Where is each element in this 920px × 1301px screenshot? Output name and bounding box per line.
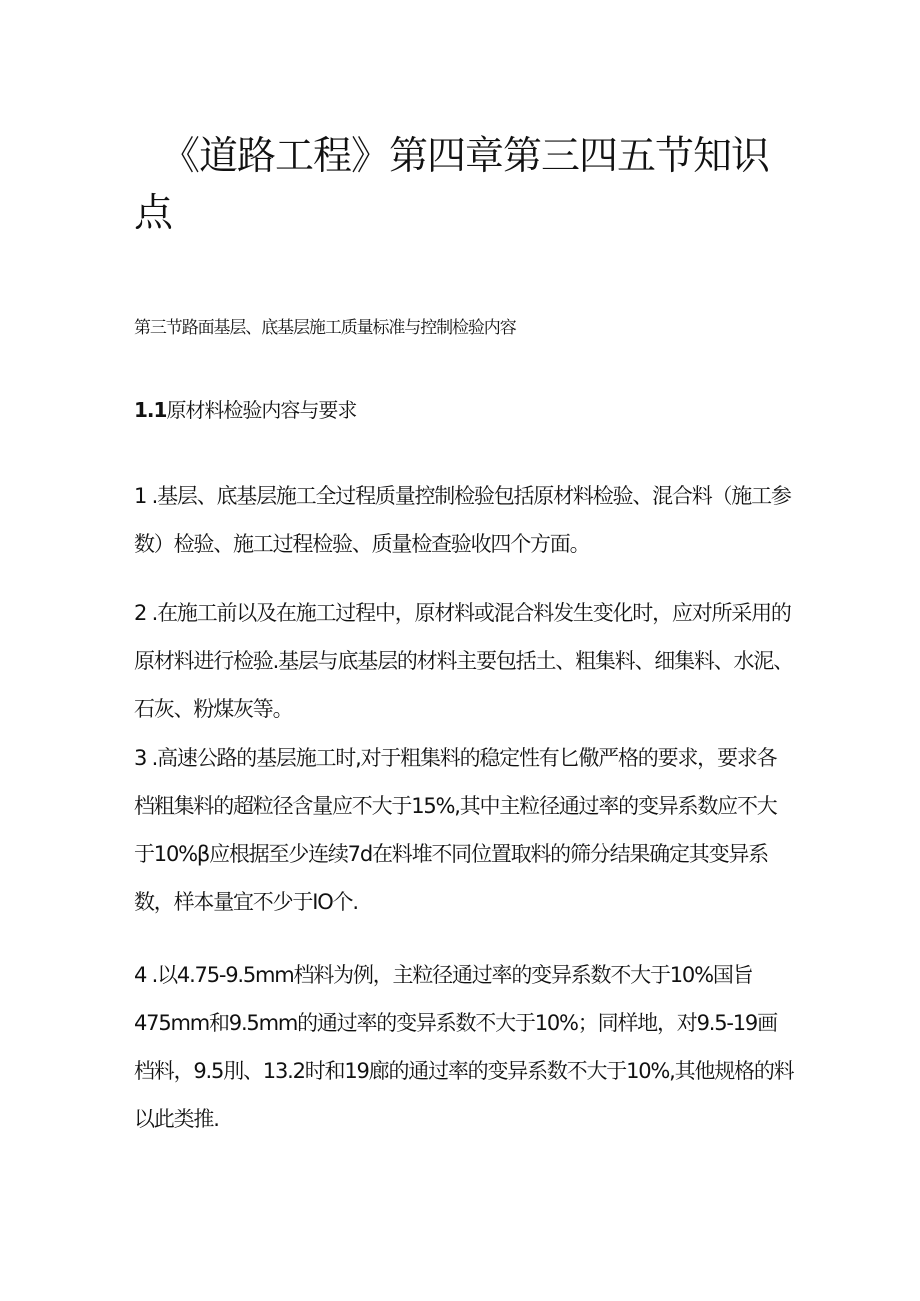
paragraph-4: 4 .以4.75-9.5mm档料为例，主粒径通过率的变异系数不大于10%国旨475mm和9.5mm的通过率的变异系数不大于10%；同样地，对9.5-19画档料，9.5刖、13.2时和19廊的通过率的变异系数不大于10%,其他规格的料以此类推. <box>134 963 794 1131</box>
section-heading: 第三节路面基层、底基层施工质量标准与控制检验内容 <box>134 318 516 338</box>
document-title: 《道路工程》第四章第三四五节知识点 <box>134 134 770 236</box>
subsection-title: 原材料检验内容与要求 <box>166 398 357 422</box>
paragraph-3: 3 .高速公路的基层施工时,对于粗集料的稳定性有匕儆严格的要求，要求各档粗集料的超粒径含量应不大于15%,其中主粒径通过率的变异系数应不大于10%β应根据至少连续7d在料堆不同位置取料的筛分结果确定其变异系数，样本量宜不少于IO个. <box>134 746 777 914</box>
paragraph-2: 2 .在施工前以及在施工过程中，原材料或混合料发生变化时，应对所采用的原材料进行检验.基层与底基层的材料主要包括土、粗集料、细集料、水泥、石灰、粉煤灰等。 <box>134 601 793 721</box>
subsection-number: 1.1 <box>134 398 167 422</box>
subsection-heading <box>134 396 794 424</box>
paragraph-1: 1 .基层、底基层施工全过程质量控制检验包括原材料检验、混合料（施工参数）检验、施工过程检验、质量检查验收四个方面。 <box>134 484 791 556</box>
